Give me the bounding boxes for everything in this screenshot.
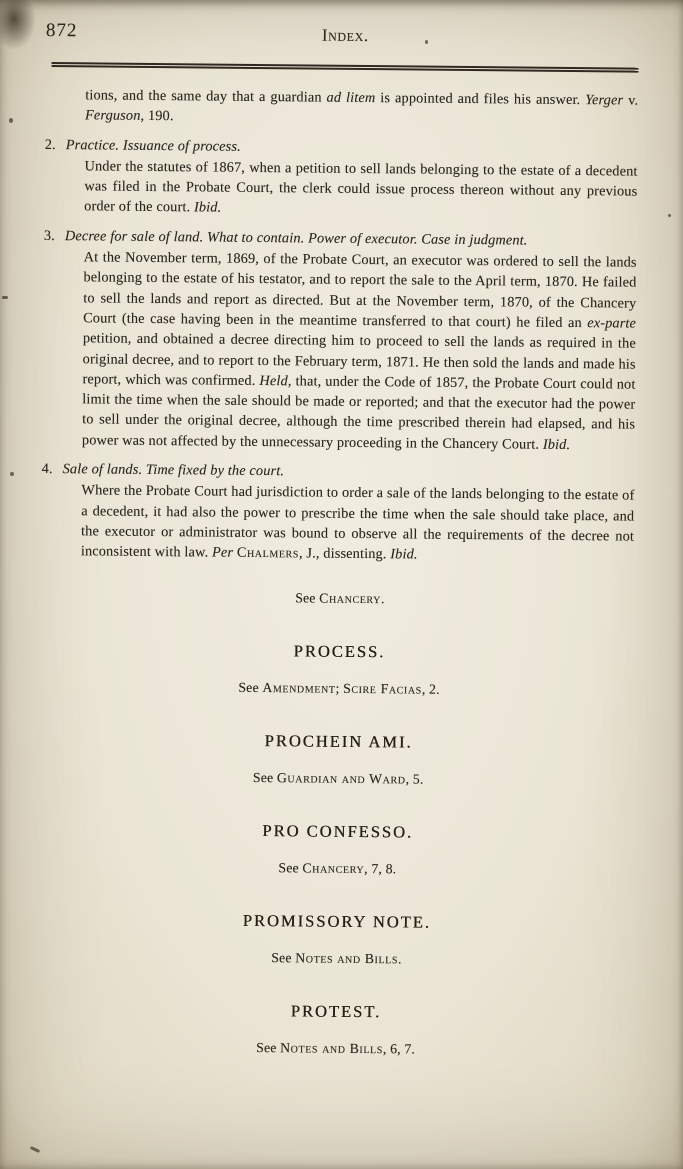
index-section (43, 907, 631, 971)
section-reference: See Notes and Bills, 6, 7. (256, 1039, 416, 1057)
entry-number: 2. (44, 136, 56, 153)
page-header (45, 18, 639, 54)
index-entry (41, 459, 635, 567)
entry-body: Where the Probate Court had jurisdiction to order a sale of the lands belonging to the estate of a decedent, it had also the power to prescribe the time when the sale should take place, and the executor or administrator was bound to observe all the requirements of the decree not inconsistent with law. Per Chalmers, J., dissenting. Ibid. (80, 482, 635, 563)
ink-speck (2, 296, 8, 299)
section-reference: See Notes and Bills. (271, 949, 402, 966)
entry-body: At the November term, 1869, of the Probate Court, an executor was ordered to sell the lands belonging to the estate of his testator, and to report the sale to the April term, 1870. He failed to sell the lands and report as directed. But at the November term, 1870, of the Chancery Court (the case having been in the meantime transferred to that court) he filed an ex-parte petition, and obtained a decree directing him to proceed to sell the lands as required in the original decree, and to report to the February term, 1871. He then sold the lands and made his report, which was confirmed. Held, that, under the Code of 1857, the Probate Court could not limit the time when the sale should be made or reported; and that the executor had the power to sell under the original decree, although the time prescribed therein had elapsed, and his power was not affected by the unnecessary proceeding in the Chancery Court. Ibid. (81, 249, 637, 453)
ink-speck (30, 1146, 40, 1153)
ink-speck (10, 472, 14, 476)
entry-body: Under the statutes of 1867, when a petition to sell lands belonging to the estate of a decedent was filed in the Probate Court, the clerk could issue process thereon without any previous order of the court. Ibid. (84, 158, 638, 217)
index-entry (43, 226, 637, 456)
ink-speck (9, 118, 13, 123)
entry-catchline: Sale of lands. Time fixed by the court. (62, 461, 285, 480)
index-entry (44, 135, 638, 223)
continuation-paragraph: tions, and the same day that a guardian ad litem is appointed and files his answer. Yerger v. Ferguson, 190. (84, 87, 639, 125)
page-content (42, 18, 639, 1061)
section-heading: PROMISSORY NOTE. (242, 910, 432, 932)
section-reference: See Amendment; Scire Facias, 2. (238, 679, 440, 697)
section-heading: PROCHEIN AMI. (264, 731, 413, 752)
entry-catchline: Practice. Issuance of process. (65, 136, 241, 155)
section-reference: See Chancery, 7, 8. (278, 859, 397, 876)
index-section (44, 817, 632, 881)
section-heading: PROCESS. (293, 641, 386, 662)
section-heading: PRO CONFESSO. (262, 821, 414, 842)
entry-catchline: Decree for sale of land. What to contain. Power of executor. Case in judgment. (64, 227, 528, 249)
section-reference: See Guardian and Ward, 5. (252, 769, 424, 787)
page-title: Index. (321, 25, 369, 46)
index-section (46, 637, 634, 701)
entry-number: 4. (41, 460, 53, 478)
section-heading: PROTEST. (290, 1001, 382, 1022)
page-number: 872 (45, 19, 78, 42)
scan-edge-blotch (0, 0, 36, 50)
header-rule (52, 62, 639, 73)
index-section (45, 727, 633, 791)
cross-reference: See Chancery. (295, 589, 385, 606)
index-section (42, 997, 630, 1061)
ink-speck (668, 214, 671, 217)
entry-number: 3. (43, 227, 56, 244)
